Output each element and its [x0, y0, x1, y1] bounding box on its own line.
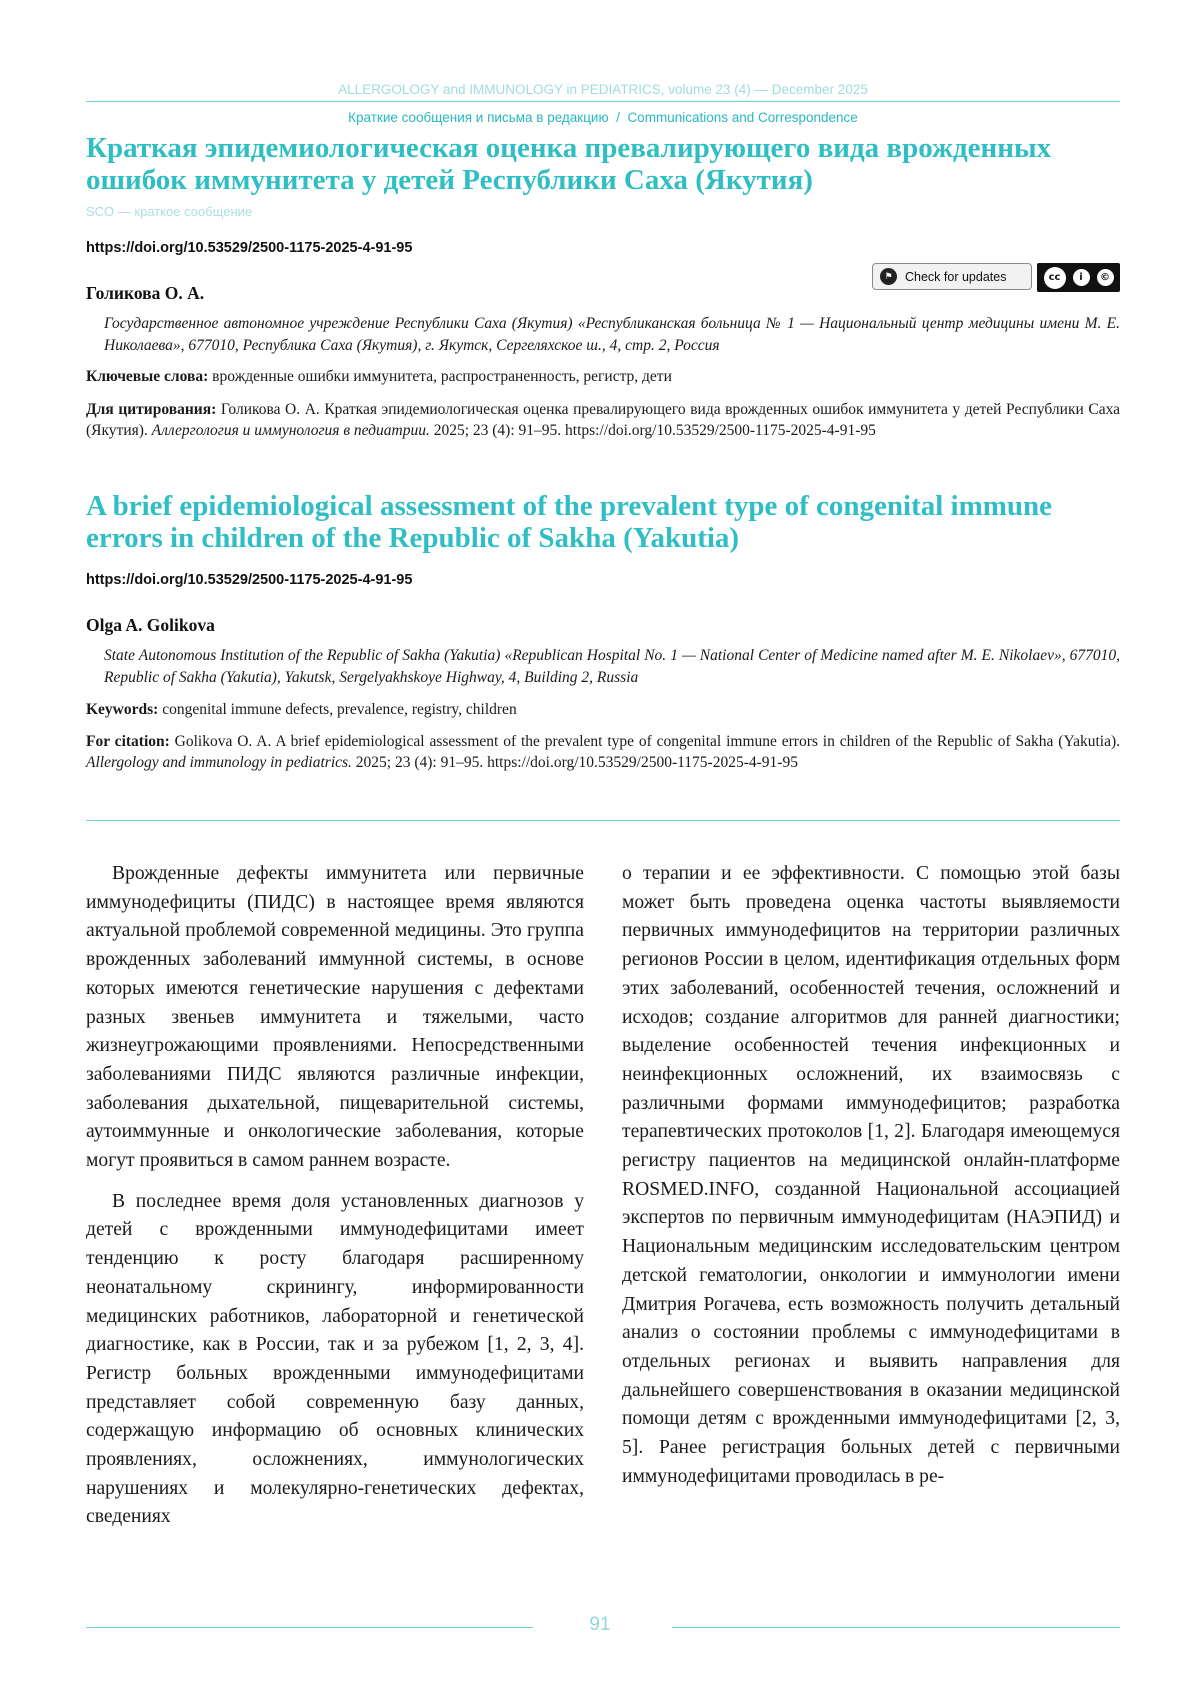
check-for-updates-label: Check for updates: [905, 269, 1007, 284]
keywords-text-ru: врожденные ошибки иммунитета, распространенность, регистр, дети: [212, 368, 672, 385]
body-paragraph: о терапии и ее эффективности. С помощью этой базы может быть проведена оценка частоты выявляемости первичных иммунодефицитов на территории различных регионов России в целом, идентификация отдельных форм этих заболеваний, особенностей течения, осложнений и исходов; создание алгоритмов для ранней диагностики; выделение особенностей течения инфекционных и неинфекционных осложнений, их взаимосвязь с различными формами иммунодефицитов; разработка терапевтических протоколов [1, 2]. Благодаря имеющемуся регистру пациентов на медицинской онлайн-платформе ROSMED.INFO, созданной Национальной ассоциацией экспертов по первичным иммунодефицитам (НАЭПИД) и Национальным медицинским исследовательским центром детской гематологии, онкологии и иммунологии имени Дмитрия Рогачева, есть возможность получить детальный анализ о состоянии проблемы с иммунодефицитами в отдельных регионах и выявить направления для дальнейшего совершенствования в оказании медицинской помощи детям с врожденными иммунодефицитами [2, 3, 5]. Ранее регистрация больных детей с первичными иммунодефицитами проводилась в ре-: [622, 863, 1120, 1487]
affiliation-ru: Государственное автономное учреждение Республики Саха (Якутия) «Республиканская больница № 1 — Национальный центр медицины имени М. Е. Николаева», 677010, Республика Саха (Якутия), г. Якутск, Сергеляхское ш., 4, стр. 2, Россия: [104, 315, 1120, 354]
section-heading: [86, 110, 1120, 125]
keywords-label-ru: Ключевые слова:: [86, 368, 209, 385]
article-title-ru: Краткая эпидемиологическая оценка превалирующего вида врожденных ошибок иммунитета у детей Республики Саха (Якутия): [86, 132, 1052, 196]
doi-link-en[interactable]: https://doi.org/10.53529/2500-1175-2025-4-91-95: [86, 572, 413, 588]
abstract-divider: [86, 820, 1120, 821]
keywords-text-en: congenital immune defects, prevalence, registry, children: [162, 701, 517, 718]
citation-ru: [86, 400, 1120, 441]
body-column-right: [622, 860, 1120, 1503]
cc-by-icon: i: [1073, 269, 1090, 286]
body-paragraph: В последнее время доля установленных диагнозов у детей с врожденными иммунодефицитами имеет тенденцию к росту благодаря расширенному неонатальному скринингу, информированности медицинских работников, лабораторной и генетической диагностике, как в России, так и за рубежом [1, 2, 3, 4]. Регистр больных врожденными иммунодефицитами представляет собой современную базу данных, содержащую информацию об основных клинических проявлениях, осложнениях, иммунологических нарушениях и молекулярно-генетических дефектах, сведениях: [86, 1190, 584, 1528]
doi-link-ru[interactable]: https://doi.org/10.53529/2500-1175-2025-4-91-95: [86, 240, 413, 256]
section-en: Communications and Correspondence: [627, 110, 858, 125]
cc-sa-icon: ©: [1097, 269, 1114, 286]
keywords-ru: [86, 366, 1120, 388]
body-column-left: [86, 860, 584, 1544]
citation-text-ru: Голикова О. А. Краткая эпидемиологическая оценка превалирующего вида врожденных ошибок иммунитета у детей Республики Саха (Якутия).: [86, 401, 1121, 439]
citation-label-en: For citation:: [86, 733, 170, 750]
author-en: Olga A. Golikova: [86, 615, 215, 635]
bookmark-icon: ⚑: [880, 268, 897, 285]
citation-label-ru: Для цитирования:: [86, 401, 217, 418]
page-number: 91: [589, 1614, 611, 1635]
citation-tail-en[interactable]: 2025; 23 (4): 91–95. https://doi.org/10.53529/2500-1175-2025-4-91-95: [355, 753, 798, 771]
author-ru: Голикова О. А.: [86, 283, 205, 303]
citation-tail-ru[interactable]: 2025; 23 (4): 91–95. https://doi.org/10.53529/2500-1175-2025-4-91-95: [433, 421, 876, 439]
body-paragraph: Врожденные дефекты иммунитета или первичные иммунодефициты (ПИДС) в настоящее время являются актуальной проблемой современной медицины. Это группа врожденных заболеваний иммунной системы, в основе которых имеются генетические нарушения с дефектами разных звеньев иммунитета и тяжелыми, часто жизнеугрожающими проявлениями. Непосредственными заболеваниями ПИДС являются различные инфекции, заболевания дыхательной, пищеварительной системы, аутоиммунные и онкологические заболевания, которые могут проявиться в самом раннем возрасте.: [86, 863, 584, 1172]
section-separator: /: [616, 110, 620, 125]
keywords-en: [86, 699, 1120, 721]
citation-text-en: Golikova O. A. A brief epidemiological assessment of the prevalent type of congenital immune errors in children of the Republic of Sakha (Yakutia).: [174, 733, 1121, 750]
cc-icon: cc: [1044, 267, 1066, 289]
affiliation-en: State Autonomous Institution of the Republic of Sakha (Yakutia) «Republican Hospital No. 1 — National Center of Medicine named after M. E. Nikolaev», 677010, Republic of Sakha (Yakutia), Yakutsk, Sergelyakhskoye Highway, 4, Building 2, Russia: [104, 647, 1120, 686]
journal-running-head: ALLERGOLOGY and IMMUNOLOGY in PEDIATRICS, volume 23 (4) — December 2025: [338, 82, 868, 97]
header-rule: [86, 101, 1120, 102]
check-for-updates-button[interactable]: [872, 263, 1032, 290]
article-title-en: A brief epidemiological assessment of the prevalent type of congenital immune errors in children of the Republic of Sakha (Yakutia): [86, 490, 1053, 554]
citation-en: [86, 732, 1120, 773]
footer-rule-left: [86, 1627, 533, 1628]
keywords-label-en: Keywords:: [86, 701, 159, 718]
article-type: SCO — краткое сообщение: [86, 204, 253, 219]
cc-license-badge[interactable]: [1037, 263, 1120, 292]
footer-rule-right: [672, 1627, 1120, 1628]
citation-journal-ru: Аллергология и иммунология в педиатрии.: [151, 421, 430, 439]
section-ru: Краткие сообщения и письма в редакцию: [348, 110, 609, 125]
citation-journal-en: Allergology and immunology in pediatrics.: [86, 753, 352, 771]
